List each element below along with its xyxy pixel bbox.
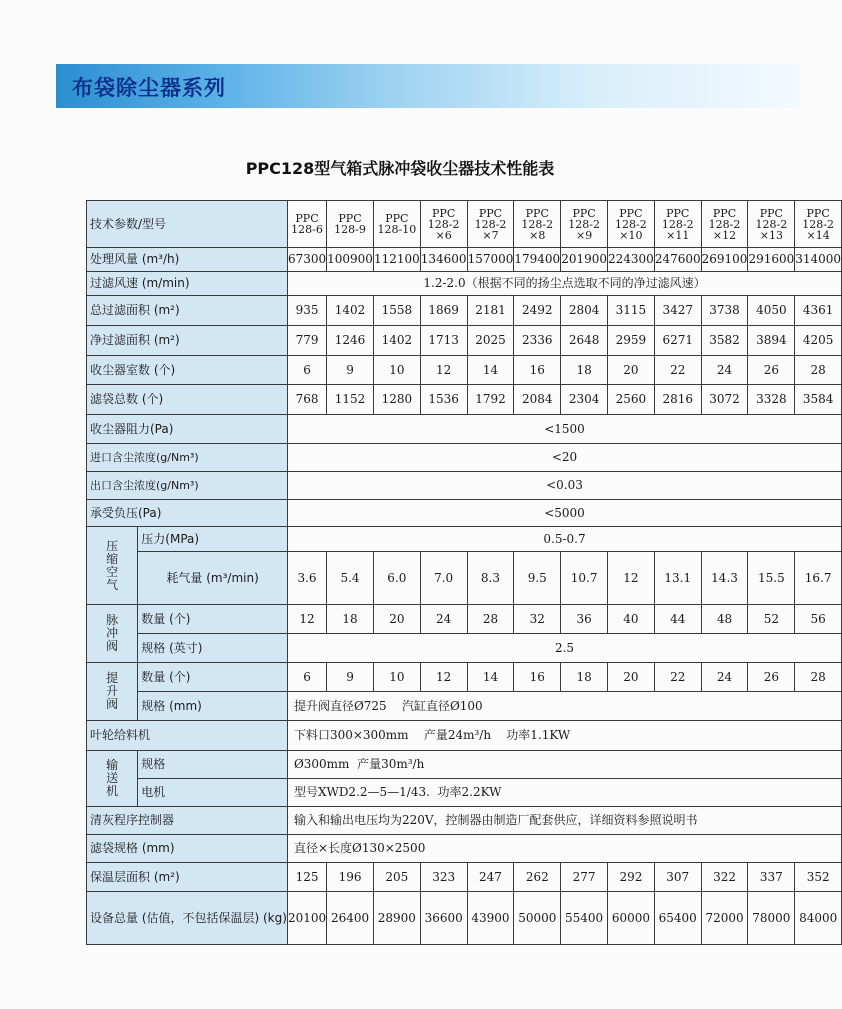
value-cell: 1869 xyxy=(420,296,467,326)
value-cell: 18 xyxy=(561,663,608,692)
value-cell: 28 xyxy=(795,663,842,692)
value-cell: 157000 xyxy=(467,248,514,272)
model-header-row xyxy=(87,201,842,248)
row-label: 压力(MPa) xyxy=(138,527,288,552)
value-cell: 337 xyxy=(748,863,795,892)
value-cell: 提升阀直径Ø725 汽缸直径Ø100 xyxy=(287,692,841,721)
value-cell: 247 xyxy=(467,863,514,892)
value-cell: 84000 xyxy=(795,892,842,945)
value-cell: 1713 xyxy=(420,326,467,356)
group-text: 脉冲阀 xyxy=(106,613,119,653)
value-cell: 1246 xyxy=(327,326,374,356)
value-cell: 2560 xyxy=(608,385,655,415)
value-cell: 14 xyxy=(467,663,514,692)
value-cell: 352 xyxy=(795,863,842,892)
value-cell: 10 xyxy=(373,663,420,692)
value-cell: 43900 xyxy=(467,892,514,945)
value-cell: 12 xyxy=(420,663,467,692)
value-cell: 292 xyxy=(608,863,655,892)
value-cell: 2959 xyxy=(608,326,655,356)
value-cell: 269100 xyxy=(701,248,748,272)
value-cell: 20100 xyxy=(287,892,326,945)
group-text: 提升阀 xyxy=(106,671,119,711)
value-cell: 179400 xyxy=(514,248,561,272)
value-cell: 10.7 xyxy=(561,552,608,605)
value-cell: 24 xyxy=(701,356,748,385)
value-cell: 3427 xyxy=(654,296,701,326)
value-cell: 3894 xyxy=(748,326,795,356)
total-area-row xyxy=(87,296,842,326)
value-cell: <5000 xyxy=(287,500,841,527)
value-cell: 3.6 xyxy=(287,552,326,605)
value-cell: 2816 xyxy=(654,385,701,415)
row-label: 设备总量 (估值，不包括保温层) (kg) xyxy=(87,892,288,945)
value-cell: 779 xyxy=(287,326,326,356)
model-cell: PPC 128-10 xyxy=(373,201,420,248)
value-cell: 8.3 xyxy=(467,552,514,605)
row-label: 收尘器室数 (个) xyxy=(87,356,288,385)
model-cell: PPC 128-2 ×6 xyxy=(420,201,467,248)
value-cell: 2.5 xyxy=(287,634,841,663)
value-cell: 9 xyxy=(327,356,374,385)
inlet-dust-row xyxy=(87,444,842,472)
value-cell: 125 xyxy=(287,863,326,892)
value-cell: 28 xyxy=(795,356,842,385)
value-cell: 6 xyxy=(287,356,326,385)
value-cell: 196 xyxy=(327,863,374,892)
row-label: 过滤风速 (m/min) xyxy=(87,272,288,296)
value-cell: 1558 xyxy=(373,296,420,326)
row-label: 数量 (个) xyxy=(138,663,288,692)
group-label-compressed-air xyxy=(87,527,138,605)
value-cell: 3582 xyxy=(701,326,748,356)
model-cell: PPC 128-2 ×9 xyxy=(561,201,608,248)
value-cell: 下料口300×300mm 产量24m³/h 功率1.1KW xyxy=(287,721,841,751)
value-cell: 15.5 xyxy=(748,552,795,605)
model-cell: PPC 128-2 ×7 xyxy=(467,201,514,248)
value-cell: 13.1 xyxy=(654,552,701,605)
value-cell: 14.3 xyxy=(701,552,748,605)
value-cell: <0.03 xyxy=(287,472,841,500)
value-cell: <20 xyxy=(287,444,841,472)
value-cell: 2492 xyxy=(514,296,561,326)
spec-table xyxy=(86,200,842,945)
value-cell: 26400 xyxy=(327,892,374,945)
value-cell: 1152 xyxy=(327,385,374,415)
value-cell: 60000 xyxy=(608,892,655,945)
value-cell: 935 xyxy=(287,296,326,326)
value-cell: 22 xyxy=(654,356,701,385)
bags-row xyxy=(87,385,842,415)
value-cell: 2804 xyxy=(561,296,608,326)
value-cell: 14 xyxy=(467,356,514,385)
value-cell: 3115 xyxy=(608,296,655,326)
pulse-valve-spec-row xyxy=(87,634,842,663)
bag-spec-row xyxy=(87,835,842,863)
group-text: 输送机 xyxy=(106,758,119,798)
lift-valve-qty-row xyxy=(87,663,842,692)
value-cell: 7.0 xyxy=(420,552,467,605)
row-label: 承受负压(Pa) xyxy=(87,500,288,527)
model-cell: PPC 128-2 ×14 xyxy=(795,201,842,248)
value-cell: 65400 xyxy=(654,892,701,945)
value-cell: 224300 xyxy=(608,248,655,272)
value-cell: 205 xyxy=(373,863,420,892)
group-label-conveyor xyxy=(87,751,138,807)
value-cell: 直径×长度Ø130×2500 xyxy=(287,835,841,863)
value-cell: 12 xyxy=(287,605,326,634)
row-label: 耗气量 (m³/min) xyxy=(138,552,288,605)
value-cell: 1280 xyxy=(373,385,420,415)
value-cell: 1402 xyxy=(373,326,420,356)
value-cell: Ø300mm 产量30m³/h xyxy=(287,751,841,779)
value-cell: 26 xyxy=(748,356,795,385)
value-cell: 26 xyxy=(748,663,795,692)
row-label: 收尘器阻力(Pa) xyxy=(87,415,288,444)
value-cell: 100900 xyxy=(327,248,374,272)
row-label: 叶轮给料机 xyxy=(87,721,288,751)
row-label: 保温层面积 (m²) xyxy=(87,863,288,892)
row-label: 净过滤面积 (m²) xyxy=(87,326,288,356)
value-cell: 9 xyxy=(327,663,374,692)
value-cell: 24 xyxy=(701,663,748,692)
value-cell: 24 xyxy=(420,605,467,634)
value-cell: 48 xyxy=(701,605,748,634)
value-cell: 10 xyxy=(373,356,420,385)
value-cell: 20 xyxy=(373,605,420,634)
controller-row xyxy=(87,807,842,835)
value-cell: 322 xyxy=(701,863,748,892)
value-cell: 3584 xyxy=(795,385,842,415)
value-cell: 323 xyxy=(420,863,467,892)
value-cell: 12 xyxy=(420,356,467,385)
value-cell: 291600 xyxy=(748,248,795,272)
model-cell: PPC 128-9 xyxy=(327,201,374,248)
negative-pressure-row xyxy=(87,500,842,527)
feeder-row xyxy=(87,721,842,751)
value-cell: 32 xyxy=(514,605,561,634)
value-cell: 201900 xyxy=(561,248,608,272)
group-text: 压缩空气 xyxy=(106,538,119,592)
net-area-row xyxy=(87,326,842,356)
conveyor-motor-row xyxy=(87,779,842,807)
resistance-row xyxy=(87,415,842,444)
value-cell: 16 xyxy=(514,356,561,385)
value-cell: 52 xyxy=(748,605,795,634)
model-cell: PPC 128-2 ×13 xyxy=(748,201,795,248)
group-label-pulse-valve xyxy=(87,605,138,663)
value-cell: 5.4 xyxy=(327,552,374,605)
value-cell: 112100 xyxy=(373,248,420,272)
row-label: 滤袋规格 (mm) xyxy=(87,835,288,863)
value-cell: 1402 xyxy=(327,296,374,326)
value-cell: 78000 xyxy=(748,892,795,945)
value-cell: 20 xyxy=(608,663,655,692)
row-label: 出口含尘浓度(g/Nm³) xyxy=(87,472,288,500)
value-cell: 18 xyxy=(561,356,608,385)
row-label: 处理风量 (m³/h) xyxy=(87,248,288,272)
value-cell: 262 xyxy=(514,863,561,892)
chambers-row xyxy=(87,356,842,385)
value-cell: 247600 xyxy=(654,248,701,272)
filter-velocity-row xyxy=(87,272,842,296)
row-label: 滤袋总数 (个) xyxy=(87,385,288,415)
value-cell: 0.5-0.7 xyxy=(287,527,841,552)
group-label-lift-valve xyxy=(87,663,138,721)
value-cell: 3328 xyxy=(748,385,795,415)
value-cell: 28900 xyxy=(373,892,420,945)
model-cell: PPC 128-2 ×10 xyxy=(608,201,655,248)
row-label: 电机 xyxy=(138,779,288,807)
value-cell: 307 xyxy=(654,863,701,892)
value-cell: 36600 xyxy=(420,892,467,945)
value-cell: 2336 xyxy=(514,326,561,356)
value-cell: 2181 xyxy=(467,296,514,326)
value-cell: 3072 xyxy=(701,385,748,415)
value-cell: 3738 xyxy=(701,296,748,326)
row-label: 规格 xyxy=(138,751,288,779)
value-cell: 4205 xyxy=(795,326,842,356)
value-cell: 输入和输出电压均为220V，控制器由制造厂配套供应，详细资料参照说明书 xyxy=(287,807,841,835)
value-cell: 6 xyxy=(287,663,326,692)
value-cell: 22 xyxy=(654,663,701,692)
value-cell: 4361 xyxy=(795,296,842,326)
insulation-row xyxy=(87,863,842,892)
row-label: 规格 (mm) xyxy=(138,692,288,721)
row-label: 清灰程序控制器 xyxy=(87,807,288,835)
model-cell: PPC 128-6 xyxy=(287,201,326,248)
model-cell: PPC 128-2 ×12 xyxy=(701,201,748,248)
value-cell: 1536 xyxy=(420,385,467,415)
value-cell: 56 xyxy=(795,605,842,634)
row-label: 总过滤面积 (m²) xyxy=(87,296,288,326)
air-consumption-row xyxy=(87,552,842,605)
pulse-valve-qty-row xyxy=(87,605,842,634)
value-cell: 2648 xyxy=(561,326,608,356)
value-cell: 277 xyxy=(561,863,608,892)
value-cell: 44 xyxy=(654,605,701,634)
header-label: 技术参数/型号 xyxy=(87,201,288,248)
value-cell: 6271 xyxy=(654,326,701,356)
value-cell: <1500 xyxy=(287,415,841,444)
value-cell: 2025 xyxy=(467,326,514,356)
air-volume-row xyxy=(87,248,842,272)
value-cell: 1792 xyxy=(467,385,514,415)
value-cell: 18 xyxy=(327,605,374,634)
value-cell: 2304 xyxy=(561,385,608,415)
table-title: PPC128型气箱式脉冲袋收尘器技术性能表 xyxy=(245,159,555,178)
value-cell: 2084 xyxy=(514,385,561,415)
value-cell: 6.0 xyxy=(373,552,420,605)
conveyor-spec-row xyxy=(87,751,842,779)
model-cell: PPC 128-2 ×8 xyxy=(514,201,561,248)
weight-row xyxy=(87,892,842,945)
value-cell: 型号XWD2.2—5—1/43. 功率2.2KW xyxy=(287,779,841,807)
value-cell: 36 xyxy=(561,605,608,634)
value-cell: 50000 xyxy=(514,892,561,945)
value-cell: 20 xyxy=(608,356,655,385)
model-cell: PPC 128-2 ×11 xyxy=(654,201,701,248)
value-cell: 134600 xyxy=(420,248,467,272)
value-cell: 16 xyxy=(514,663,561,692)
lift-valve-spec-row xyxy=(87,692,842,721)
value-cell: 16.7 xyxy=(795,552,842,605)
value-cell: 4050 xyxy=(748,296,795,326)
value-cell: 72000 xyxy=(701,892,748,945)
value-cell: 1.2-2.0（根据不同的扬尘点选取不同的净过滤风速） xyxy=(287,272,841,296)
value-cell: 40 xyxy=(608,605,655,634)
outlet-dust-row xyxy=(87,472,842,500)
value-cell: 67300 xyxy=(287,248,326,272)
air-pressure-row xyxy=(87,527,842,552)
row-label: 进口含尘浓度(g/Nm³) xyxy=(87,444,288,472)
value-cell: 314000 xyxy=(795,248,842,272)
row-label: 规格 (英寸) xyxy=(138,634,288,663)
value-cell: 9.5 xyxy=(514,552,561,605)
row-label: 数量 (个) xyxy=(138,605,288,634)
value-cell: 768 xyxy=(287,385,326,415)
value-cell: 12 xyxy=(608,552,655,605)
value-cell: 28 xyxy=(467,605,514,634)
value-cell: 55400 xyxy=(561,892,608,945)
series-title: 布袋除尘器系列 xyxy=(72,76,226,100)
